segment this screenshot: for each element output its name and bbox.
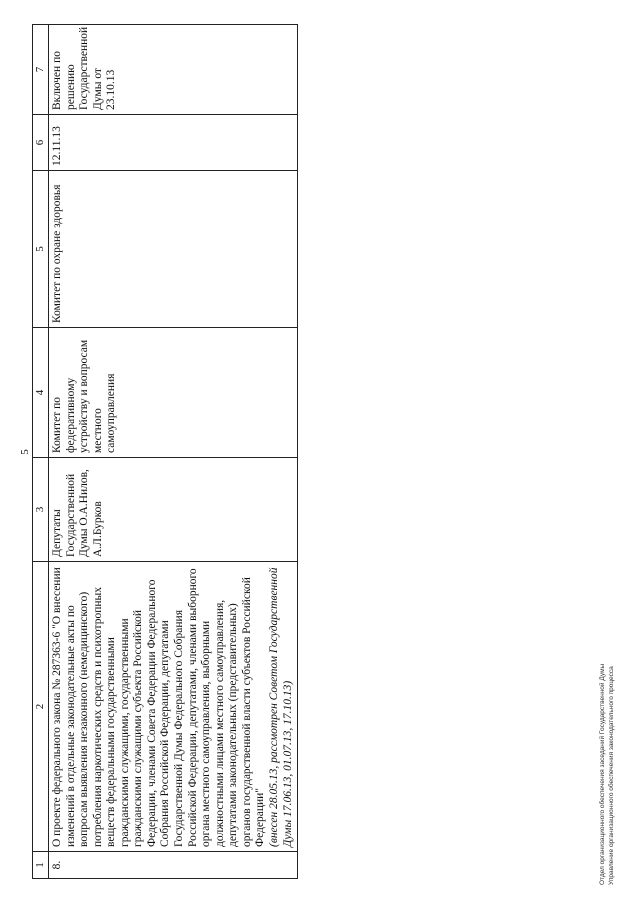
row-number: 8. [48, 852, 297, 879]
column-number: 3 [33, 458, 49, 562]
column-number: 7 [33, 25, 49, 115]
footer-line: Отдел организационного обеспечения заседаний Государственной Думы [599, 663, 606, 885]
date: 12.11.13 [48, 115, 297, 171]
table-row [48, 25, 297, 879]
status: Включен по решению Государственной Думы от 23.10.13 [48, 25, 297, 115]
bill-title: О проекте федерального закона № 287363-6 "О внесении изменений в отдельные законодательные акты по вопросам выявления незаконного (немедицинского) потребления наркотических средств и психотропных веществ федеральными государственными гражданскими служащими, государственными гражданскими служащими субъекта Российской Федерации, членами Совета Федерации Федерального Собрания Российской Федерации, депутатами Государственной Думы Федерального Собрания Российской Федерации, депутатами, членами выборного органа местного самоуправления, выборными должностными лицами местного самоуправления, депутатами законодательных (представительных) органов государственной власти субъектов Российской Федерации" [50, 567, 267, 847]
bill-description [48, 562, 297, 852]
column-number: 6 [33, 115, 49, 171]
column-number: 4 [33, 328, 49, 458]
initiators: Депутаты Государственной Думы О.А.Нилов, А.Л.Бурков [48, 458, 297, 562]
column-number: 2 [33, 562, 49, 852]
footer [598, 605, 616, 885]
column-number: 5 [33, 171, 49, 328]
responsible-committee: Комитет по охране здоровья [48, 171, 297, 328]
agenda-table [32, 24, 298, 879]
page-number: 5 [18, 449, 31, 455]
co-executor-committee: Комитет по федеративному устройству и вопросам местного самоуправления [48, 328, 297, 458]
bill-note: (внесен 28.05.13, рассмотрен Советом Государственной Думы 17.06.13, 01.07.13, 17.10.13) [267, 567, 294, 847]
header-row [33, 25, 49, 879]
footer-line: Управление организационного обеспечения законодательного процесса [608, 666, 616, 885]
agenda-table-rotated [32, 25, 392, 879]
column-number: 1 [33, 852, 49, 879]
